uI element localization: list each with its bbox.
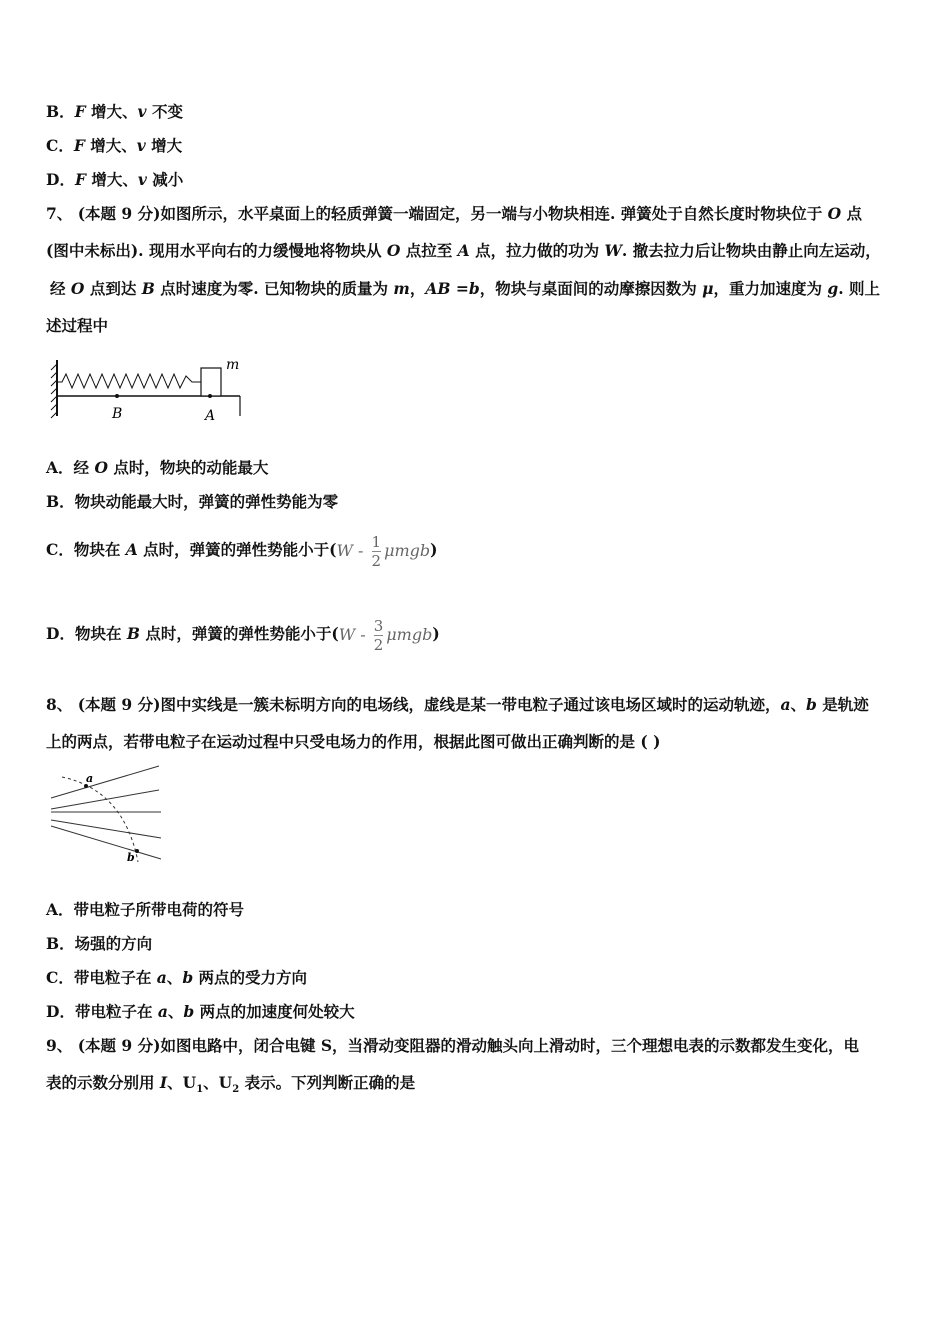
block [201,368,221,396]
spring-figure [46,352,246,424]
field-line-5 [51,826,161,859]
q6-option-b: B．F 增大、v 不变 [46,102,183,121]
label-a: A [205,408,216,424]
q6-option-c: C．F 增大、v 增大 [46,136,183,155]
formula-d: W - $\frac{3}{2}$ μmgb [338,617,433,654]
q8-option-d: D．带电粒子在 a、b 两点的加速度何处较大 [46,1002,355,1021]
q8-stem-line1: 8、 (本题 9 分)图中实线是一簇未标明方向的电场线，虚线是某一带电粒子通过该电场区域时的运动轨迹，a、b 是轨迹 [46,695,869,714]
q7-option-c: C．物块在 A 点时，弹簧的弹性势能小于(W - $\frac{1}{2}$ μmgb) [46,528,438,573]
point-b [115,394,119,398]
q8-option-c: C．带电粒子在 a、b 两点的受力方向 [46,968,308,987]
label-b: b [127,851,135,864]
point-b [135,849,139,853]
q8-stem-line2: 上的两点，若带电粒子在运动过程中只受电场力的作用，根据此图可做出正确判断的是 ( ) [46,732,661,751]
label-a: a [86,772,94,785]
q7-stem-line4: 述过程中 [46,316,109,335]
q7-stem-line2: (图中未标出). 现用水平向右的力缓慢地将物块从 O 点拉至 A 点，拉力做的功为 W. 撤去拉力后让物块由静止向左运动， [46,241,881,260]
q7-option-b: B．物块动能最大时，弹簧的弹性势能为零 [46,492,339,511]
q7-stem-line3: 经 O 点到达 B 点时速度为零. 已知物块的质量为 m，AB =b，物块与桌面间的动摩擦因数为 μ，重力加速度为 g. 则上 [50,279,881,298]
point-a [208,394,212,398]
trajectory [62,777,138,862]
label-m: m [226,357,240,373]
label-b: B [112,406,123,422]
q8-option-b: B．场强的方向 [46,934,153,953]
spring [57,374,201,388]
formula-c: W - $\frac{1}{2}$ μmgb [336,533,431,570]
q7-option-d: D．物块在 B 点时，弹簧的弹性势能小于(W - $\frac{3}{2}$ μmgb) [46,612,440,657]
field-line-4 [51,820,161,838]
q7-stem-line1: 7、 (本题 9 分)如图所示，水平桌面上的轻质弹簧一端固定，另一端与小物块相连. 弹簧处于自然长度时物块位于 O 点 [46,204,863,223]
q9-stem-line1: 9、 (本题 9 分)如图电路中，闭合电键 S，当滑动变阻器的滑动触头向上滑动时，三个理想电表的示数都发生变化，电 [46,1036,860,1055]
field-lines-figure [46,762,166,866]
q6-option-d: D．F 增大、v 减小 [46,170,184,189]
q9-stem-line2: 表的示数分别用 I、$U_1$、$U_2$ 表示。下列判断正确的是 [46,1073,416,1096]
q8-option-a: A．带电粒子所带电荷的符号 [46,900,245,919]
q7-option-a: A．经 O 点时，物块的动能最大 [46,458,269,477]
